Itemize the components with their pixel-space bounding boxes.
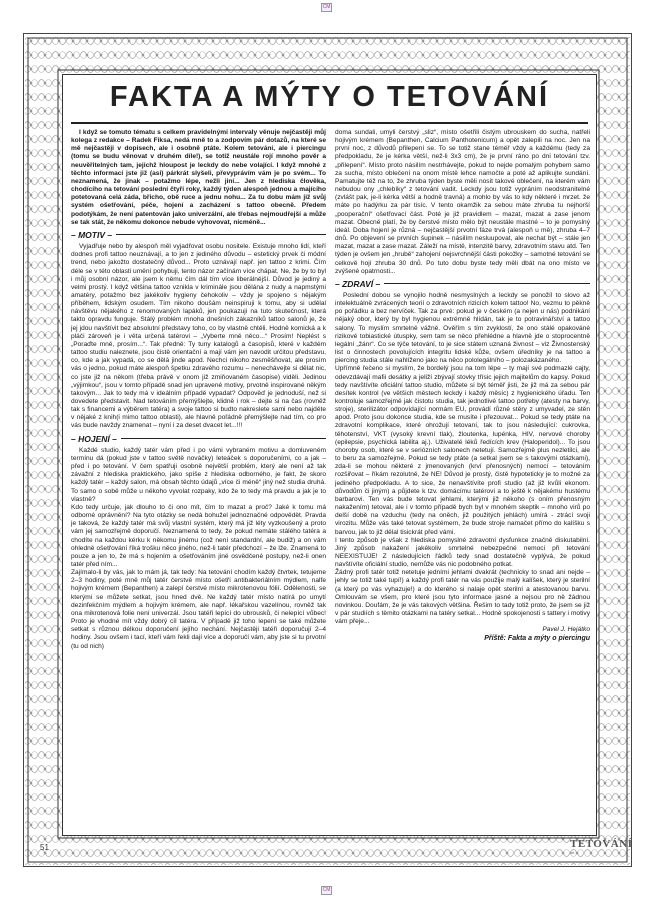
crop-mark-top: CM — [322, 4, 331, 10]
author-signature: Pavel J. Hejátko — [542, 626, 590, 634]
article-column-right — [335, 129, 590, 643]
crop-mark-bottom: CM — [322, 887, 331, 893]
ornamental-frame — [23, 33, 632, 867]
next-issue-teaser: Příště: Fakta a mýty o piercingu — [484, 634, 590, 642]
magazine-logo — [570, 838, 633, 858]
section-heading-zdravi — [335, 280, 590, 288]
article-column-left — [71, 129, 326, 651]
article-panel — [62, 74, 597, 836]
heading-rule — [384, 283, 590, 284]
title-divider — [71, 122, 588, 124]
page-number: 51 — [40, 843, 49, 852]
section-heading-motiv — [71, 231, 326, 239]
continued-paragraph: doma sundali, umyli čerstvý „sliz“, místo ošetřili čistým ubrouskem do sucha, natřeli hojivým krémem (Bepanthen, Calcium Panthotenicum) a opět zalepili na noc. Jen na první noc, z důvodů přilepení se. To se totiž stane téměř vždy a každému (tedy za předpokladu, že je kérka větší, než-li 3x3 cm), že je první ráno po dni tetování tzv. „přilepení“. Místo proto násilím nestrhávejte, pokud to nejde pomalým pohybem samo za sucha, místo oblečení na onom místě lehce namočte a poté až aplikujte sundání. Pamatujte též na to, že zhruba týden byste měli nosit takové oblečení, na kterém vám nebudou ony „chlebíky“ z tetování vadit. Leckdy jsou totiž vypráním neodstranitelné (zvlášt pak, je-li kérka větší a hodně travná) a mohlo by vás to kdy některé i mrzet. že máte po hadýrku za pár tisíc. V tento okamžik za sebou máte zhruba tu nejhorší „pooperační“ ošetřovací část. Poté je již pravidlem – mazat, mazat a zase jenom mazat. Obecně platí, že by čerstvé místo mělo být neustále mastné – to je pomyslný ideál. Doba hojení je různá – nejčastější prvotní fáze trvá (alespoň u mě), zhruba 4–7 dnů. Po objevení se prvních šupinek – násilím nesluupovat, ale nechat být – stále jen mazat, mazat a zase mazat. Záleží na místě, intenzitě barvy, zdravotním stavu atd. Ten týden je ovšem jen „hrubě“ zahojení nejsvrchnější části pokožky – samotné tetování se celkově hojí zhruba 30 dnů. Po tuto dobu byste tedy měli dbát na ono místo ve zvýšené opatrnosti... — [335, 129, 590, 275]
zdravi-paragraph: Poslední dobou se vynojilo hodně nesmyslných a leckdy se ponožíl to slovo až intelektuálně zvrácených teorií o zdravotních rizicích kolem tattoo! No, vezmu to pěkně po pořádku a bez nervíček. Tak za prvé: pokud je v českém (a nejen u nás) podnikání nějaký obor, který by byl hygienou extrémně hlídán, tak je to potravinářství a tattoo salony. To myslím smrtelně vážně. Ověřím s tím zvyklostí, že ono stálé opakováné rizikové tobiastické útuspky, sem tam se něco přehlédne a hlavně jde o stoprocentně legální „žánr“. Co se týče tetování, to je sice státem uznaná živnost – viz Živnostenský list o činnostech povolujících integritu lidské kůže, ovšem úředníky je na tattoo a piercing studia stále nahlíženo jako na něco pololegálního – polozakázaného. Upřímně řečeno si myslím, že bordelý jsou na tom lépe – ty mají své podmazlé cajty, odevzdávají mafii desátky a jeliží zbývají stovky třísic jejich majitelům do kapsy. Pokud tedy navštívíte oficiální tattoo studio, můžete si být téměř jisti, že již má za sebou pár desítek kontrol (ve většich městech leckdy i každý měsíc) z hygienického úřadu. Ten kontroluje samozřejmě jak čistotu studia, tak jednotlivé tattoo potřeby (atesty na barvy, stroje), sterilizátor odpovídající normám EU, provádí různé stěry z umyvadel, ze stěn apod. Proto jsou dokonce studia, kde se musíte i přezouvat... Pokud se tedy ptáte na zdravotní komplikace, které ohrožují tetovaní, tak to jsou následující: cukrovka, těhotenství, VKT (vysoký krevní tlak), žloutenka, lupénka, HIV, nervové choroby (epilepsie, psychická labilita aj.). Uživatelé léků ředících krev (Haloperidol)... To jsou choroby osob, které se v seriózních salonech netetují. Samozřejmě plus nezletilci, ale to beru za samozřejmé. Pokud se tedy ptáte (a setkal jsem se s takovými otázkami), zda-li se mohou některé z jmenovaných (krví přenosných) nemocí – tetováním rozšiřovat – říkám rezolutně, že NE! Důvod je prostý, čistě hypoteticky je to možné za jediného předpokladu. A to sice, že nenavštívíte profi studio (až již kvůli ekonom. důvodům či jiným) a půjdete k tzv. domácímu tatérovi a to ještě k nějakému hustému barbarovi. Ten vás bude tetovat jehlami, kterými již někoho (s oním přenosným nakažením) tetoval, ale i v tomto případě bych byl v mnohém skeptik – mnoho virů po delší době na vzduchu (tedy na oněch, již použitých jehlách) umírá - ztrácí svoji virozitu. Může vás také tetovat systémem, že bude stroje namačet přímo do kalíšku s barvou, jak to již dělal tisickrát před vámi. I tento způsob je však z hlediska pomyslné zdravotní dysfunkce značně diskutabilní. Jiný způsob nakažení jakékoliv smrtelné nebezpečné nemoci při tetování NEEXISTUJE! Z následujících řádků tedy snad dostatečně vyplývá, že pokud navštívíte oficiální studio, nemůže vás nic podobného potkat. Žádný profi tatér totiž netetuje jedními jehlami dvakrát (technicky to snad ani nejde – jehly se totiž také tupí!) a každý profi tatér na vás použije malý kalíšek, který je sterilní (a který po vás vyhazuje!) a do kterého si nalaje opět sterilní a atestovanou barvu. Omlouvám se všem, pro které jsou tyto informace jasné a nejsou pro ně žádnou novinkou. Doufám, že je vás takových většina. Řešim to tady totiž proto, že jsem se již v pár studiích s těmito otázkami na tatéry setkal... Hodně spokojenosti s tattery i motivy vám přeje... — [335, 291, 590, 626]
section-heading-hojeni — [71, 435, 326, 443]
heading-rule — [116, 234, 326, 235]
motiv-paragraph: Vyjadřuje nebo by alespoň měl vyjadřovat osobu nositele. Existuje mnoho lidí, kteří dodnes profi tattoo neuznávají, a to jen z jediného důvodu – estetický prvek či módní trend, nebo jakožto dostatečný důvod... Proto uznávají např. jen tattoo z krimi. Čím déle se v této oblasti umění pohybuji, tento názor začínám více chápat. Ne, že by to byl i můj osobní názor, ale jsem k němu čím dál tím více liberálnější. Důvod je jediný a velmi prostý. I když většina tattoo vznikla v kriminále jsou dělána z nudy a napmstými amatéry, potažmo bez jakékoliv hygieny čehokoliv – vždy je spojeno s nějakým příběhem, lidským osudem. Tím nikoho doušám neinspiruji k tomu, aby si udělal návštěvu nějakého z renomovaných lapáků, jen poukazuji na tuto skutečnost, která takto opravdu funguje. Stálý problém mnoha dnešních zákazníků tattoo salonů je, že jej jdou navštívit bez absolutní představy toho, co by vlastně chtěli. Hodně komická a k pláči zároveň je i věta určená tatérovi – „Vyberte mně něco...“ Prosím! Neplést s „Poraďte mně, prosím...“. Tak předně: Ty tuny katalogů a časopisů, které v každém tattoo studiu naleznete, jsou čistě orientační a mají vám jen navodit určitou představu, co, kde a jak vypadá, co se dělá jinde apod. Nechci nikoho zesměšňovat, ale prosím vás o jedno, pokud máte alespoň špetku zdravého rozumu – nenechávejte si dělat nic, co jste již na někom (třeba právě v onom již zmiňovaném časopise) viděli. Jedinou „výjimkou“, jsou v tomto případě snad jen upravené motivy, prvotně inspirované někým takovým... Jak to tedy má v ideálním případě vypadat? Odpověď je jednoduší, než si dovedete představit. Nad tetováním přemýšlejte, klidně i rok – dejte si na čas (rovněž tak s financemi a výběrem tatéra) a svoje tattoo si budto nakreslete sami nebo najděte v nějaké z knih(i mimo tattoo oblasti), ale hlavně poľádně přemýšlejte nad tím, co pro vás bude navždy znamenat – nyní i za deset dvacet let...!!! — [71, 243, 326, 430]
logo-subtext: art — [570, 850, 575, 855]
heading-motiv-label: – MOTIV – — [71, 229, 113, 240]
heading-hojeni-label: – HOJENÍ – — [71, 433, 117, 444]
intro-paragraph: I když se tomuto tématu s celkem pravidelnými intervaly věnuje nejčastěji můj kolega z redakce – Radek Fiksa, nedá mně to a zodpovím pár dotazů, na které se mě nejčastěji v dopisech, ale i osobně ptáte. Kolem tetování, ale i piercingu (tomu se budu věnovat v druhém díle!), se totiž neustále rojí mnoho pověr a neuvěřitelných tam, jejichž hloupost je leckdy do nebe volající. I když mnohé z těchto informací jste již (asi) párkrát slyšeli, převyprávím vám je po svém... To neznamená, že jinak – potažmo lépe, nežli jiní... Jen z hlediska člověka, chodícího na tetování poslední čtyři roky, každý týden alespoň jednou a majícího potetovaná celá záda, břicho, obě ruce a jednu nohu... Za tu dobu mám již svůj systém ošetřování, péče, hojení a zacházení s tattoo obecně. Předem podotýkám, že není patentován jako univerzální, ale třebas nejmoudřejší a může se tak stát, že někomu dokonce nebude vyhovovat, nicméně... — [71, 129, 326, 226]
logo-text: TETOVÁNÍ — [570, 838, 633, 850]
heading-zdravi-label: – ZDRAVÍ – — [335, 278, 381, 289]
article-title: FAKTA A MÝTY O TETOVÁNÍ — [109, 81, 550, 113]
heading-rule — [121, 438, 326, 439]
hojeni-paragraph: Každé studio, každý tatér vám před i po vámi vybraném motivu a domluveném termínu dá (pokud jste v tattoo světě nováčky) leteáček s doporučeními, co a jak – před i po tetování. V čem spatřuji osobně největší problém, který ale není až tak závažní z hlediska praktického, jako spíše z hlediska odborného, je fakt, že skoro každý tatér – každý salon, má obsah těchto údajů „více či méně“ jiný než studia druhá. To samo o sobě může u někoho vyvolat rozpaky, kdo že to tedy má pravdu a jak je to vlastně? Kdo tedy určuje, jak dlouho to či ono mít, čím to mazat a proč? Jaké k tomu má odborné oprávnění? Na tyto otázky se nedá bohužel jednoznačné odpovědět. Pravda je taková, že každý tatér má svůj vlastní systém, který má již léty vyzkoušený a proto vám jej samozřejmě doporučí. Neznamená to tedy, že pokud nemáte stálého tatéra a chodíte na každou kérku k někomu jinému (což není standardní, ale budiž) a on vám ohledně ošetřování říká trošku něco jiného, než-li tatér předchozí – že lže. Znamená to pouze a jen to, že má s hojením a ošetřováním jiné osvědčené postupy, než-li onen tatér před ním... Zajímalo-li by vás, jak to mám já, tak tedy: Na tetování chodím každý čtvrtek, tetujeme 2–3 hodiny, poté mně můj tatér čerstvě místo ošetří antibakteriálním mýdlem, nalfe hojivým krémem (Bepanthen) a zalepí čerstvé místo mikrotenovou fólií. Odělenosti, se kterými se můžete setkat, jsou hned dvě. Ne každý tatér místo natírá po umytí dezinfekčním mýdlem a hojivým krémem, ale např. lékařskou vazelínou, rovněž tak ona mikrotenová folie není univerzál. Jsou tatéři lepící do ubrousků, či nelepící vůbec! Proto je vhodné mít vždy dobrý cíl tatéra. V případě již toho lepení se také můžete setkat s různou délkou doporučení jejího nechání. Nejčastěji tatéři doporučují 2–4 hodiny. Jsou ovšem i tací, kteří vám řekli dají více a doporučí vám, aby jste si tu prvotní (tu od nich) — [71, 446, 326, 650]
